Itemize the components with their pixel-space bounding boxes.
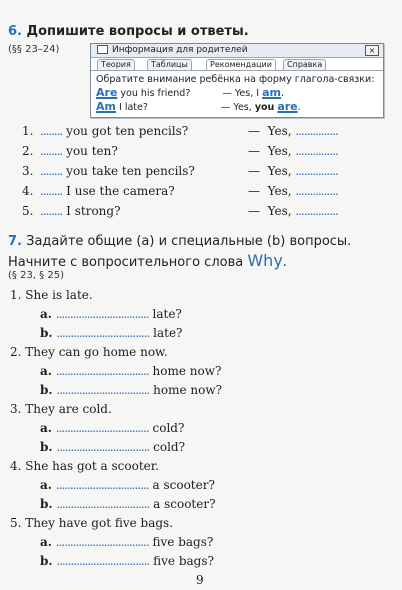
exercise-7-sentence	[10, 459, 159, 473]
question-a-row	[40, 478, 215, 492]
question-ending: cold?	[152, 421, 185, 435]
answer-blank[interactable]: .................................	[55, 421, 149, 435]
answer-blank[interactable]: ...............	[295, 124, 338, 138]
sentence-text: They can go home now.	[25, 345, 168, 359]
answer-blank[interactable]: ...............	[295, 204, 338, 218]
question-ending: a scooter?	[152, 478, 215, 492]
exercise-6-reference: (§§ 23–24)	[8, 44, 60, 55]
sub-label: b.	[40, 497, 53, 511]
sentence-text: She is late.	[25, 288, 93, 302]
question-ending: five bags?	[153, 554, 214, 568]
row-number: 3.	[22, 164, 34, 178]
question-b-row	[40, 440, 185, 454]
row-number: 4.	[22, 184, 34, 198]
answer-blank[interactable]: ...............	[295, 144, 338, 158]
question-text: you take ten pencils?	[66, 164, 195, 178]
answer-yes: Yes,	[267, 204, 292, 218]
answer-blank[interactable]: .................................	[55, 307, 149, 321]
exercise-7-title-line-2: Начните с вопросительного слова Why.	[8, 251, 287, 270]
answer-part	[248, 124, 338, 138]
exercise-6-row	[22, 184, 175, 198]
question-ending: cold?	[153, 440, 186, 454]
info-tabs	[91, 58, 383, 71]
answer-yes: Yes,	[267, 184, 292, 198]
answer-blank[interactable]: .................................	[56, 326, 150, 340]
question-a-row	[40, 364, 221, 378]
answer-blank[interactable]: ........	[39, 124, 63, 138]
exercise-6-row	[22, 204, 121, 218]
parent-info-popup	[90, 43, 384, 118]
exercise-6-title: 6. Допишите вопросы и ответы.	[8, 24, 249, 39]
sentence-text: They have got five bags.	[25, 516, 174, 530]
exercise-7-title-line-1: 7. Задайте общие (a) и специальные (b) вопросы.	[8, 234, 352, 249]
answer-part	[248, 184, 338, 198]
answer-blank[interactable]: ........	[39, 144, 63, 158]
info-line-2: Are you his friend? — Yes, I am.	[96, 86, 284, 99]
answer-part	[248, 204, 338, 218]
info-line-1: Обратите внимание ребёнка на форму глагола-связки:	[96, 74, 375, 85]
item-number: 2.	[10, 345, 22, 359]
tab-reference[interactable]: Справка	[283, 59, 326, 70]
question-ending: home now?	[152, 364, 222, 378]
answer-blank[interactable]: ........	[39, 184, 63, 198]
item-number: 4.	[10, 459, 22, 473]
exercise-7-sentence	[10, 402, 112, 416]
sub-label: a.	[40, 307, 52, 321]
dash: —	[248, 184, 260, 198]
item-number: 3.	[10, 402, 22, 416]
sub-label: b.	[40, 326, 53, 340]
answer-yes: Yes,	[267, 164, 292, 178]
question-a-row	[40, 307, 182, 321]
question-ending: late?	[153, 326, 183, 340]
row-number: 1.	[22, 124, 34, 138]
exercise-7-sentence	[10, 288, 93, 302]
answer-blank[interactable]: ...............	[295, 164, 338, 178]
sub-label: a.	[40, 535, 52, 549]
dash: —	[248, 144, 260, 158]
tab-tables[interactable]: Таблицы	[147, 59, 192, 70]
answer-blank[interactable]: .................................	[55, 478, 149, 492]
info-content	[91, 71, 383, 116]
dash: —	[248, 124, 260, 138]
exercise-6-row	[22, 124, 188, 138]
question-ending: a scooter?	[153, 497, 216, 511]
dash: —	[248, 204, 260, 218]
item-number: 5.	[10, 516, 22, 530]
answer-blank[interactable]: .................................	[55, 364, 149, 378]
sentence-text: They are cold.	[25, 402, 112, 416]
answer-yes: Yes,	[267, 124, 292, 138]
page-number: 9	[196, 573, 204, 587]
question-a-row	[40, 535, 213, 549]
sub-label: a.	[40, 421, 52, 435]
sub-label: b.	[40, 554, 53, 568]
question-text: I strong?	[66, 204, 121, 218]
row-number: 2.	[22, 144, 34, 158]
exercise-6-row	[22, 144, 118, 158]
sub-label: b.	[40, 383, 53, 397]
question-text: you got ten pencils?	[66, 124, 189, 138]
sub-label: a.	[40, 364, 52, 378]
answer-yes: Yes,	[267, 144, 292, 158]
exercise-7-reference: (§ 23, § 25)	[8, 270, 64, 281]
question-b-row	[40, 497, 216, 511]
question-text: I use the camera?	[66, 184, 175, 198]
window-icon	[97, 45, 108, 54]
answer-part	[248, 164, 338, 178]
exercise-7-sentence	[10, 516, 173, 530]
question-ending: late?	[152, 307, 182, 321]
item-number: 1.	[10, 288, 22, 302]
answer-blank[interactable]: ...............	[295, 184, 338, 198]
close-icon[interactable]: ×	[365, 45, 379, 56]
answer-blank[interactable]: .................................	[56, 497, 150, 511]
dash: —	[248, 164, 260, 178]
question-text: you ten?	[66, 144, 118, 158]
answer-blank[interactable]: ........	[39, 164, 63, 178]
tab-theory[interactable]: Теория	[97, 59, 135, 70]
answer-blank[interactable]: .................................	[56, 383, 150, 397]
question-b-row	[40, 554, 214, 568]
answer-blank[interactable]: .................................	[56, 554, 150, 568]
answer-blank[interactable]: .................................	[55, 535, 149, 549]
question-b-row	[40, 383, 222, 397]
question-b-row	[40, 326, 182, 340]
question-a-row	[40, 421, 184, 435]
info-line-3: Am I late? — Yes, you are.	[96, 100, 301, 113]
sub-label: b.	[40, 440, 53, 454]
question-ending: home now?	[153, 383, 223, 397]
answer-blank[interactable]: .................................	[56, 440, 150, 454]
sentence-text: She has got a scooter.	[25, 459, 159, 473]
answer-blank[interactable]: ........	[39, 204, 63, 218]
exercise-7-sentence	[10, 345, 168, 359]
row-number: 5.	[22, 204, 34, 218]
sub-label: a.	[40, 478, 52, 492]
info-titlebar: Информация для родителей ×	[91, 44, 383, 58]
exercise-6-row	[22, 164, 195, 178]
answer-part	[248, 144, 338, 158]
tab-recommendations[interactable]: Рекомендации	[206, 59, 276, 70]
question-ending: five bags?	[152, 535, 214, 549]
